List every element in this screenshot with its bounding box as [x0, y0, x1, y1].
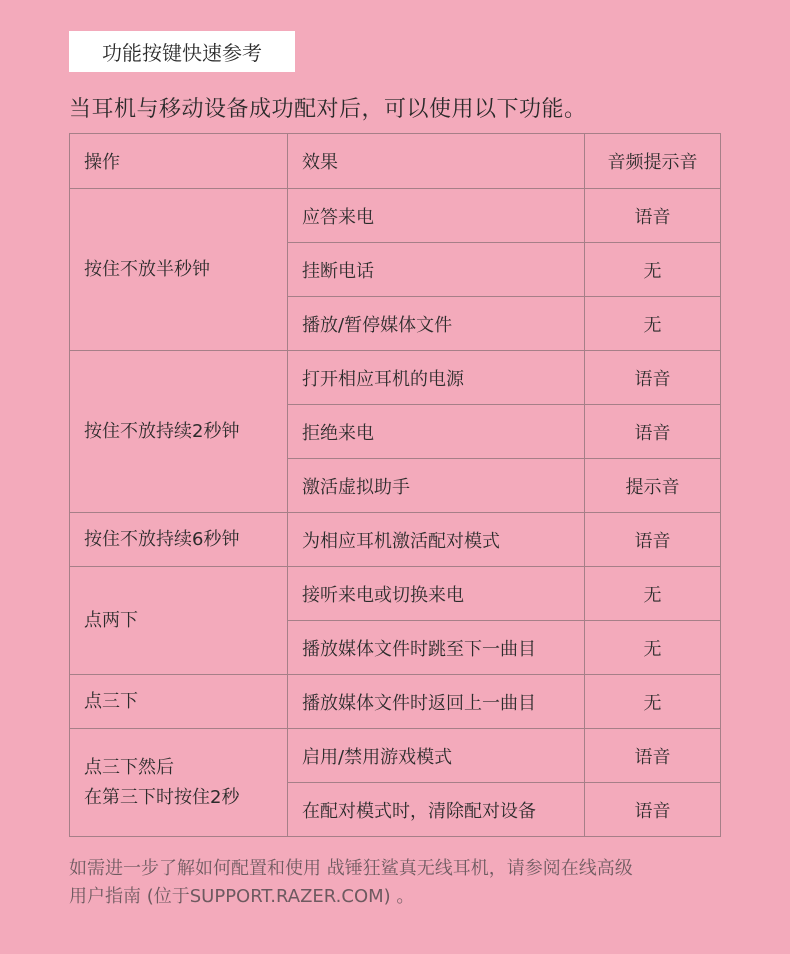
effect-cell: 在配对模式时，清除配对设备 [288, 783, 585, 837]
table-row [70, 729, 721, 783]
header-audio-prompt: 音频提示音 [585, 134, 721, 189]
effect-cell: 接听来电或切换来电 [288, 567, 585, 621]
action-cell: 点三下 [70, 675, 288, 729]
sound-cell: 无 [585, 621, 721, 675]
table-row [70, 567, 721, 621]
footer-note [69, 855, 709, 911]
sound-cell: 无 [585, 567, 721, 621]
effect-cell: 播放/暂停媒体文件 [288, 297, 585, 351]
intro-text: 当耳机与移动设备成功配对后，可以使用以下功能。 [69, 97, 587, 122]
table-row [70, 189, 721, 243]
sound-cell: 无 [585, 243, 721, 297]
sound-cell: 语音 [585, 351, 721, 405]
section-heading [69, 31, 295, 72]
header-effect: 效果 [288, 134, 585, 189]
effect-cell: 打开相应耳机的电源 [288, 351, 585, 405]
action-line: 在第三下时按住2秒 [84, 786, 240, 808]
table-header-row [70, 134, 721, 189]
sound-cell: 无 [585, 297, 721, 351]
effect-cell: 拒绝来电 [288, 405, 585, 459]
effect-cell: 应答来电 [288, 189, 585, 243]
effect-cell: 播放媒体文件时返回上一曲目 [288, 675, 585, 729]
function-key-table [69, 133, 721, 837]
action-cell [70, 729, 288, 837]
sound-cell: 语音 [585, 513, 721, 567]
effect-cell: 为相应耳机激活配对模式 [288, 513, 585, 567]
sound-cell: 提示音 [585, 459, 721, 513]
effect-cell: 启用/禁用游戏模式 [288, 729, 585, 783]
sound-cell: 语音 [585, 729, 721, 783]
effect-cell: 播放媒体文件时跳至下一曲目 [288, 621, 585, 675]
footer-line: 用户指南 (位于SUPPORT.RAZER.COM) 。 [69, 886, 415, 907]
effect-cell: 挂断电话 [288, 243, 585, 297]
sound-cell: 语音 [585, 189, 721, 243]
action-cell: 点两下 [70, 567, 288, 675]
table-row [70, 351, 721, 405]
section-heading-text: 功能按键快速参考 [102, 41, 262, 65]
footer-line: 如需进一步了解如何配置和使用 战锤狂鲨真无线耳机，请参阅在线高级 [69, 858, 633, 879]
sound-cell: 语音 [585, 405, 721, 459]
effect-cell: 激活虚拟助手 [288, 459, 585, 513]
action-cell: 按住不放持续6秒钟 [70, 513, 288, 567]
action-line: 点三下然后 [84, 756, 174, 778]
sound-cell: 无 [585, 675, 721, 729]
header-action: 操作 [70, 134, 288, 189]
table-row [70, 513, 721, 567]
sound-cell: 语音 [585, 783, 721, 837]
table-row [70, 675, 721, 729]
action-cell: 按住不放半秒钟 [70, 189, 288, 351]
action-cell: 按住不放持续2秒钟 [70, 351, 288, 513]
